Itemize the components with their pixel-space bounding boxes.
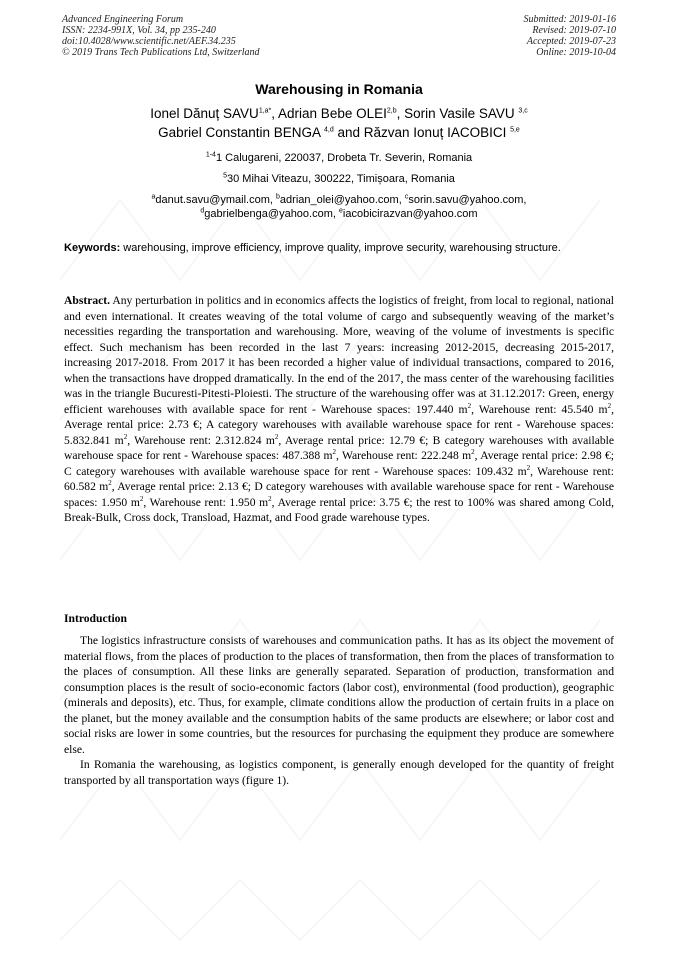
square-sup: 2 bbox=[268, 494, 272, 503]
square-sup: 2 bbox=[467, 401, 472, 410]
email: sorin.savu@yahoo.com, bbox=[408, 194, 527, 206]
author-sup: 4,d bbox=[324, 126, 334, 134]
journal-name: Advanced Engineering Forum bbox=[62, 14, 184, 25]
author-name: , Adrian Bebe OLEI bbox=[271, 106, 387, 121]
author-name: Gabriel Constantin BENGA bbox=[158, 125, 325, 140]
doi: doi:10.4028/www.scientific.net/AEF.34.235 bbox=[62, 36, 236, 47]
copyright: © 2019 Trans Tech Publications Ltd, Switzerland bbox=[62, 47, 260, 58]
journal-info bbox=[62, 14, 260, 58]
affiliation-sup: 5 bbox=[223, 172, 228, 180]
abstract-text: , Warehouse rent: 45.540 m bbox=[471, 402, 608, 416]
abstract-text: , Average rental price: 3.75 €; the rest to 100% was shared among Cold, Break-Bulk, Cross dock, Transload, Hazmat, and Food grade warehouse types. bbox=[64, 495, 614, 524]
section-heading-introduction: Introduction bbox=[64, 612, 127, 625]
square-sup: 2 bbox=[123, 432, 128, 441]
abstract-label: Abstract. bbox=[64, 294, 111, 307]
author-list bbox=[40, 104, 638, 142]
square-sup: 2 bbox=[274, 432, 279, 441]
author-name: and Răzvan Ionuț IACOBICI bbox=[333, 125, 511, 140]
keywords-label: Keywords: bbox=[64, 242, 121, 254]
abstract-text: , Average rental price: 12.79 €; B category warehouses with available warehouse space for rent - Warehouse spaces: 487.388 m bbox=[64, 433, 615, 462]
keywords bbox=[64, 241, 614, 255]
author-sup: 5,e bbox=[510, 126, 520, 134]
square-sup: 2 bbox=[139, 494, 144, 503]
email-sup: e bbox=[339, 207, 343, 215]
affiliation-text: 1 Calugareni, 220037, Drobeta Tr. Severin, Romania bbox=[215, 152, 473, 164]
square-sup: 2 bbox=[332, 448, 336, 457]
author-name: , Sorin Vasile SAVU bbox=[396, 106, 519, 121]
dates-info bbox=[524, 14, 617, 58]
email: iacobicirazvan@yahoo.com bbox=[342, 208, 478, 220]
email: adrian_olei@yahoo.com, bbox=[279, 194, 405, 206]
abstract bbox=[64, 293, 614, 526]
affiliation-sup: 1-4 bbox=[205, 151, 216, 159]
author-sup: 2,b bbox=[386, 107, 397, 115]
email-sup: b bbox=[276, 193, 280, 201]
author-sup: 3,c bbox=[518, 107, 528, 115]
keywords-text: warehousing, improve efficiency, improve quality, improve security, warehousing structure. bbox=[120, 242, 561, 254]
email-sup: d bbox=[200, 207, 205, 215]
revised-date: Revised: 2019-07-10 bbox=[532, 25, 616, 36]
email-list bbox=[40, 193, 638, 221]
affiliation-1 bbox=[40, 151, 638, 165]
introduction-body bbox=[64, 633, 614, 788]
email-sup: a bbox=[151, 193, 156, 201]
abstract-text: , Average rental price: 2.73 €; A category warehouses with available warehouse space for rent - Warehouse spaces: 5.832.841 m bbox=[64, 402, 614, 447]
abstract-text: , Average rental price: 2.13 €; D category warehouses with available warehouse space for rent - Warehouse spaces: 1.950 m bbox=[64, 480, 614, 509]
abstract-text: , Warehouse rent: 1.950 m bbox=[143, 495, 269, 509]
abstract-text: , Warehouse rent: 2.312.824 m bbox=[127, 433, 275, 447]
square-sup: 2 bbox=[607, 401, 612, 410]
square-sup: 2 bbox=[108, 479, 112, 488]
paper-title: Warehousing in Romania bbox=[255, 81, 423, 97]
submitted-date: Submitted: 2019-01-16 bbox=[523, 14, 616, 25]
online-date: Online: 2019-10-04 bbox=[536, 47, 616, 58]
paragraph: The logistics infrastructure consists of warehouses and communication paths. It has as its object the movement of material flows, from the places of production to the places of transformation, then from the places of transformation to the places of consumption. All these links are generally separated. Separation of production, transformation and consumption places is the result of socio-economic factors (labor cost), environmental (food production), geographic (minerals and deposits), etc. Thus, for example, climate conditions allow the production of certain fruits in a place on the planet, but the money available and the consumption habits of the same products are elsewhere; or labor cost and social risks are lower in some countries, but the resources for purchasing the equipment they produce are somewhere else. bbox=[64, 634, 614, 756]
paragraph: In Romania the warehousing, as logistics component, is generally enough developed for the quantity of freight transported by all transportation ways (figure 1). bbox=[64, 758, 614, 787]
abstract-text: Any perturbation in politics and in economics affects the logistics of freight, from local to regional, national and even international. It creates weaving of the total volume of cargo and subsequently weaving of the market’s necessities regarding the transportation and warehousing. More, weaving of the volume of investments is specific effect. Such mechanism has been recorded in the last 7 years: increasing 2012-2015, decreasing 2015-2017, increasing 2017-2018. From 2017 it has been recorded a higher value of individual transactions, compared to 2016, when the transactions have dropped dramatically. In the end of the 2017, the mass center of the warehousing facilities was in the triangle Bucuresti-Pitesti-Ploiesti. The structure of the warehousing offer was at 31.12.2017: Green, energy efficient warehouses with available space for rent - Warehouse spaces: 197.440 m bbox=[64, 294, 614, 416]
issn: ISSN: 2234-991X, Vol. 34, pp 235-240 bbox=[62, 25, 216, 36]
author-name: Ionel Dănuț SAVU bbox=[150, 106, 259, 121]
square-sup: 2 bbox=[471, 448, 475, 457]
square-sup: 2 bbox=[526, 463, 531, 472]
affiliation-2 bbox=[40, 172, 638, 186]
email: danut.savu@ymail.com, bbox=[155, 194, 277, 206]
author-sup: 1,a* bbox=[258, 107, 272, 115]
email-sup: c bbox=[404, 193, 409, 201]
email: gabrielbenga@yahoo.com, bbox=[204, 208, 339, 220]
accepted-date: Accepted: 2019-07-23 bbox=[526, 36, 616, 47]
abstract-text: , Average rental price: 2.98 €; C category warehouses with available warehouse space for rent - Warehouse spaces: 109.432 m bbox=[64, 449, 614, 478]
abstract-text: , Warehouse rent: 60.582 m bbox=[64, 464, 614, 493]
affiliation-text: 30 Mihai Viteazu, 300222, Timișoara, Romania bbox=[227, 173, 455, 185]
abstract-text: , Warehouse rent: 222.248 m bbox=[335, 449, 472, 462]
